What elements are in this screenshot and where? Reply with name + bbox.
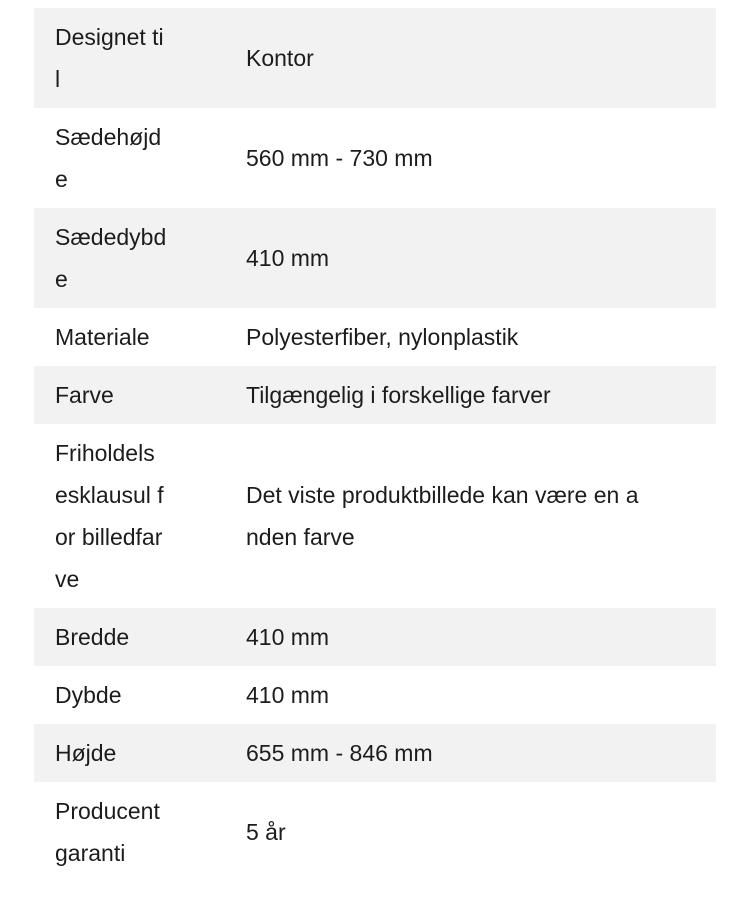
specifications-table (34, 8, 716, 882)
spec-value (226, 608, 716, 666)
spec-label-line: l (55, 66, 61, 92)
spec-value (226, 308, 716, 366)
spec-label (34, 608, 226, 666)
spec-label-line: Dybde (55, 682, 122, 708)
spec-label (34, 208, 226, 308)
spec-label-line: garanti (55, 840, 126, 866)
spec-value-line: Det viste produktbillede kan være en a (246, 482, 639, 508)
spec-label-line: Materiale (55, 324, 150, 350)
spec-label (34, 666, 226, 724)
spec-value-line: Tilgængelig i forskellige farver (246, 382, 551, 408)
spec-label (34, 308, 226, 366)
spec-row (34, 308, 716, 366)
spec-value (226, 366, 716, 424)
spec-value-line: 410 mm (246, 682, 330, 708)
spec-label (34, 366, 226, 424)
spec-value (226, 782, 716, 882)
spec-label (34, 108, 226, 208)
spec-value-line: nden farve (246, 524, 355, 550)
spec-value (226, 8, 716, 108)
spec-label-line: e (55, 166, 68, 192)
spec-label-line: Sædedybd (55, 224, 167, 250)
spec-value (226, 666, 716, 724)
spec-row (34, 782, 716, 882)
spec-label-line: e (55, 266, 68, 292)
spec-row (34, 8, 716, 108)
spec-label-line: Producent (55, 798, 160, 824)
spec-label-line: ve (55, 566, 80, 592)
spec-label-line: Farve (55, 382, 114, 408)
spec-value-line: 5 år (246, 819, 286, 845)
spec-value-line: 560 mm - 730 mm (246, 145, 433, 171)
spec-label (34, 424, 226, 608)
spec-value-line: Polyesterfiber, nylonplastik (246, 324, 519, 350)
spec-label-line: Friholdels (55, 440, 155, 466)
spec-label-line: Bredde (55, 624, 130, 650)
spec-label-line: or billedfar (55, 524, 163, 550)
spec-value-line: 410 mm (246, 624, 330, 650)
spec-label (34, 724, 226, 782)
spec-label (34, 8, 226, 108)
spec-label-line: Højde (55, 740, 117, 766)
spec-value (226, 208, 716, 308)
spec-value (226, 108, 716, 208)
spec-value-line: 655 mm - 846 mm (246, 740, 433, 766)
spec-value (226, 724, 716, 782)
spec-row (34, 108, 716, 208)
spec-label-line: Designet ti (55, 24, 164, 50)
spec-value (226, 424, 716, 608)
spec-row (34, 208, 716, 308)
spec-row (34, 608, 716, 666)
spec-row (34, 666, 716, 724)
spec-label-line: esklausul f (55, 482, 164, 508)
spec-value-line: 410 mm (246, 245, 330, 271)
spec-row (34, 424, 716, 608)
spec-label (34, 782, 226, 882)
spec-value-line: Kontor (246, 45, 314, 71)
spec-label-line: Sædehøjd (55, 124, 162, 150)
spec-row (34, 366, 716, 424)
spec-row (34, 724, 716, 782)
